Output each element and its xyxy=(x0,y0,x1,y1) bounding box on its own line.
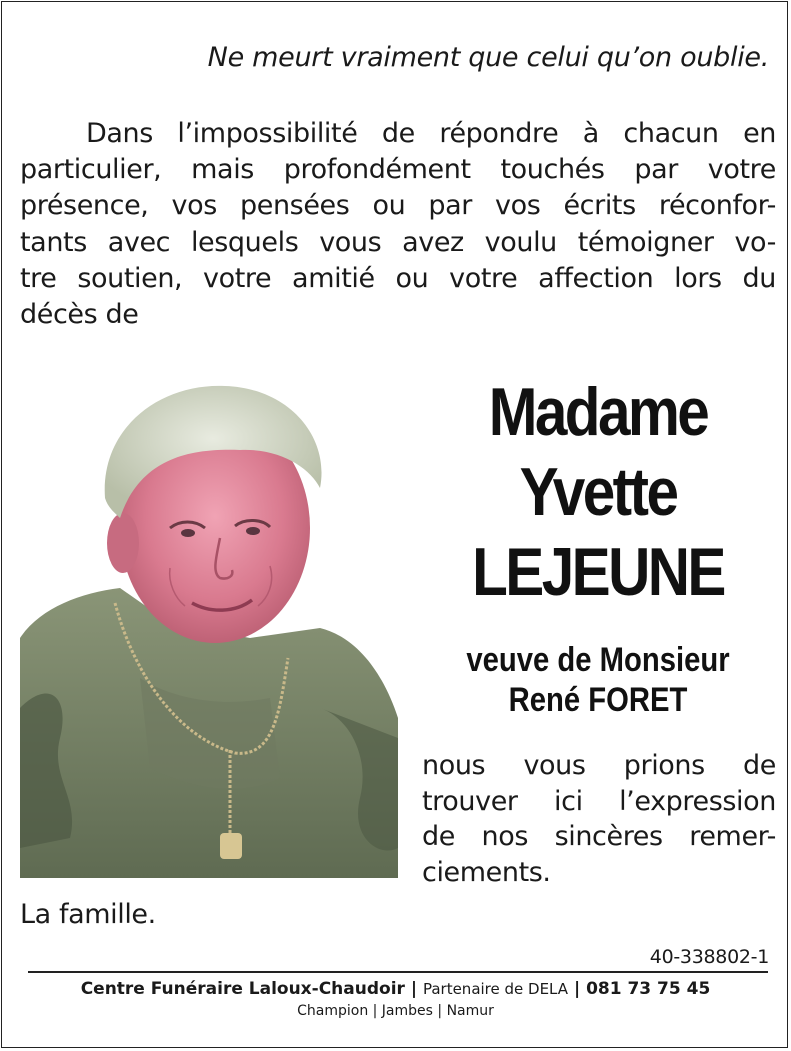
footer-divider xyxy=(28,971,768,973)
deceased-name xyxy=(420,372,776,612)
thanks-line: trouver ici l’expression xyxy=(422,785,776,817)
deceased-portrait-photo xyxy=(20,378,398,878)
deceased-first-name: Yvette xyxy=(519,454,677,530)
intro-line: tants avec lesquels vous avez voulu témoigner vo- xyxy=(20,226,776,258)
funeral-home-name: Centre Funéraire Laloux-Chaudoir xyxy=(80,979,405,999)
intro-line: présence, vos pensées ou par vos écrits réconfor- xyxy=(20,190,776,222)
deceased-title: Madame xyxy=(488,374,708,450)
intro-line: Dans l’impossibilité de répondre à chacun en xyxy=(86,118,776,149)
intro-line: décès de xyxy=(20,299,139,331)
intro-line: tre soutien, votre amitié ou votre affection lors du xyxy=(20,262,776,294)
widow-of-line2: René FORET xyxy=(508,681,688,719)
signature: La famille. xyxy=(20,899,156,930)
partner-text: Partenaire de DELA xyxy=(422,980,569,998)
thanks-line: ciements. xyxy=(422,856,551,888)
thanks-line: de nos sincères remer- xyxy=(422,821,776,852)
widow-of xyxy=(420,640,776,720)
funeral-home-line: Centre Funéraire Laloux-Chaudoir | Partenaire de DELA | 081 73 75 45 xyxy=(80,979,711,999)
thanks-paragraph xyxy=(422,748,776,890)
widow-of-line1: veuve de Monsieur xyxy=(466,641,730,679)
deceased-last-name: LEJEUNE xyxy=(472,534,724,610)
phone-number: 081 73 75 45 xyxy=(586,979,711,999)
obituary-notice xyxy=(1,1,788,1048)
thanks-line: nous vous prions de xyxy=(422,750,776,781)
reference-number: 40-338802-1 xyxy=(649,946,769,968)
intro-paragraph xyxy=(20,116,776,333)
intro-line: particulier, mais profondément touchés par votre xyxy=(20,154,776,186)
funeral-home-locations: Champion | Jambes | Namur xyxy=(297,1003,494,1019)
epitaph-quote: Ne meurt vraiment que celui qu’on oublie. xyxy=(207,42,769,73)
